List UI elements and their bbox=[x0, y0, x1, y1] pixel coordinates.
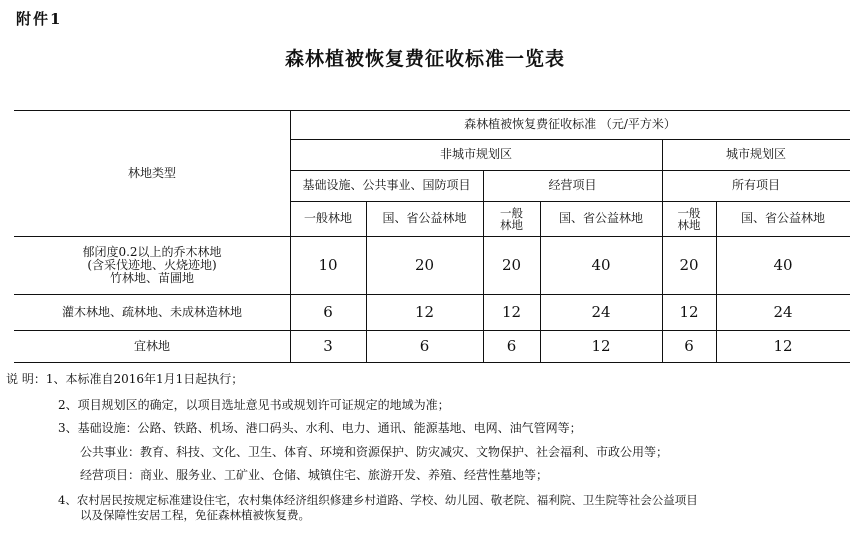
table-cell: 12 bbox=[679, 302, 699, 321]
table-cell: 24 bbox=[591, 302, 611, 321]
non-urban-header: 非城市规划区 bbox=[439, 147, 512, 161]
table-cell: 6 bbox=[684, 336, 694, 355]
type-line: 郁闭度0.2以上的乔木林地 bbox=[82, 244, 222, 259]
table-cell: 40 bbox=[591, 255, 611, 274]
forest-type-header: 林地类型 bbox=[127, 165, 176, 180]
note-line: 说 明：1、本标准自2016年1月1日起执行； bbox=[6, 372, 244, 386]
table-cell: 12 bbox=[591, 336, 611, 355]
table-cell: 12 bbox=[501, 302, 522, 321]
table-cell: 12 bbox=[773, 336, 793, 355]
table-cell: 12 bbox=[414, 302, 435, 321]
table-cell: 3 bbox=[323, 336, 333, 355]
table-cell: 20 bbox=[679, 255, 699, 274]
urban-header: 城市规划区 bbox=[725, 147, 786, 161]
note-line: 2、项目规划区的确定，以项目选址意见书或规划许可证规定的地域为准； bbox=[58, 398, 450, 412]
table-cell: 24 bbox=[773, 302, 793, 321]
document-title: 森林植被恢复费征收标准一览表 bbox=[284, 48, 565, 70]
table-cell: 6 bbox=[323, 302, 333, 321]
sub-header-general: 一般林地 bbox=[303, 211, 352, 225]
table-cell: 10 bbox=[318, 255, 338, 274]
note-line: 以及保障性安居工程，免征森林植被恢复费。 bbox=[80, 508, 310, 522]
table-cell: 40 bbox=[773, 255, 793, 274]
table-row-type: 灌木林地、疏林地、未成林造林地 bbox=[61, 304, 242, 319]
table-cell: 6 bbox=[419, 336, 430, 355]
table-cell: 20 bbox=[414, 255, 435, 274]
table-cell: 6 bbox=[506, 336, 517, 355]
type-line: 竹林地、苗圃地 bbox=[109, 270, 194, 285]
type-line: (含采伐迹地、火烧迹地) bbox=[87, 257, 217, 272]
table-row-type: 宜林地 bbox=[133, 338, 170, 353]
sub-header-public-welfare: 国、省公益林地 bbox=[558, 211, 643, 225]
note-line: 3、基础设施：公路、铁路、机场、港口码头、水利、电力、通讯、能源基地、电网、油气管网等； bbox=[58, 421, 582, 435]
note-line: 公共事业：教育、科技、文化、卫生、体育、环境和资源保护、防灾减灾、文物保护、社会福利、市政公用等； bbox=[80, 445, 669, 459]
note-line: 4、农村居民按规定标准建设住宅，农村集体经济组织修建乡村道路、学校、幼儿园、敬老院、福利院、卫生院等社会公益项目 bbox=[58, 493, 698, 507]
all-projects-header: 所有项目 bbox=[731, 178, 780, 192]
table-border-bottom bbox=[14, 362, 850, 363]
business-header: 经营项目 bbox=[548, 178, 597, 192]
infra-header: 基础设施、公共事业、国防项目 bbox=[302, 178, 471, 192]
sub-header-general: 一般林地 bbox=[677, 205, 701, 232]
sub-header-public-welfare: 国、省公益林地 bbox=[382, 211, 467, 225]
note-line: 经营项目：商业、服务业、工矿业、仓储、城镇住宅、旅游开发、养殖、经营性墓地等； bbox=[80, 468, 549, 482]
table-row-type bbox=[14, 236, 290, 294]
sub-header-public-welfare: 国、省公益林地 bbox=[740, 211, 825, 225]
standard-header: 森林植被恢复费征收标准 （元/平方米） bbox=[464, 117, 676, 131]
attachment-label: 附件1 bbox=[16, 10, 63, 28]
sub-header-general: 一般林地 bbox=[500, 205, 523, 232]
table-cell: 20 bbox=[501, 255, 522, 274]
